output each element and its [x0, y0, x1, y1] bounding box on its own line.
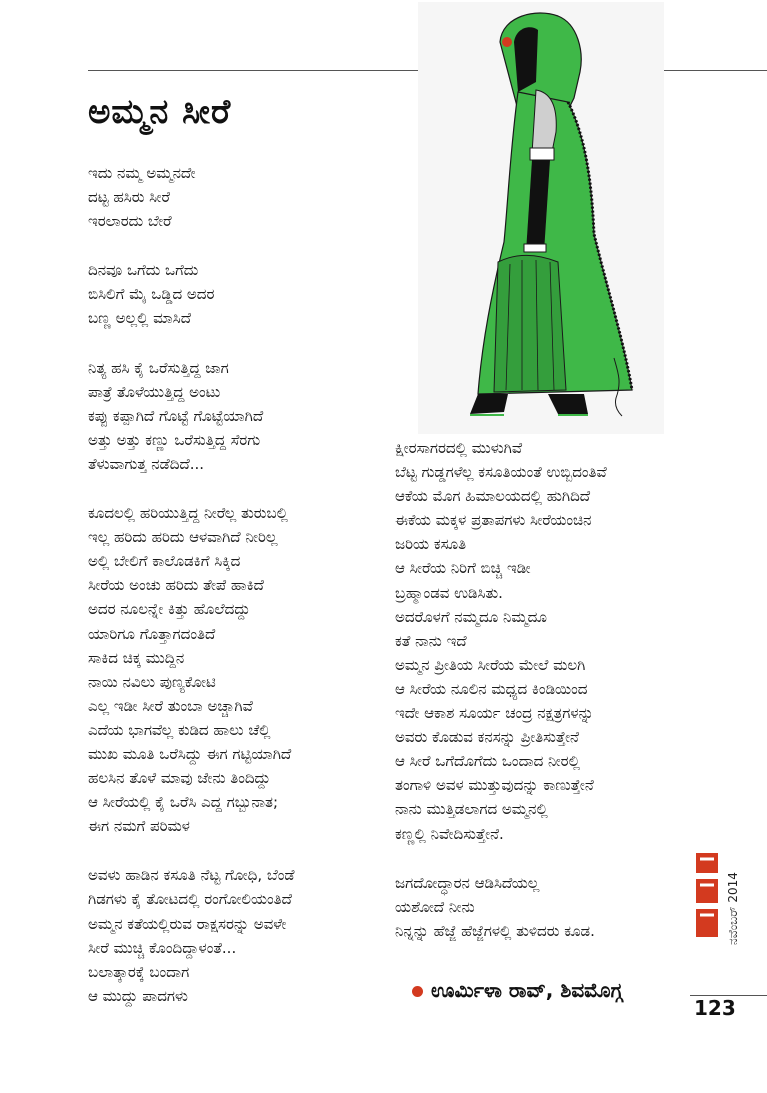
poem-line: ಅತ್ತು ಅತ್ತು ಕಣ್ಣು ಒರೆಸುತ್ತಿದ್ದ ಸೆರಗು	[88, 430, 261, 449]
poem-stanza	[88, 863, 388, 1008]
poem-title: ಅಮ್ಮನ ಸೀರೆ	[88, 92, 232, 132]
poem-line: ಕ್ಷೀರಸಾಗರದಲ್ಲಿ ಮುಳುಗಿವೆ	[395, 439, 523, 457]
poem-line: ನಾನು ಮುತ್ತಿಡಲಾಗದ ಅಮ್ಮನಲ್ಲಿ	[395, 800, 548, 819]
poem-stanza	[88, 501, 388, 838]
poem-line: ಅಮ್ಮನ ಕತೆಯಲ್ಲಿರುವ ರಾಕ್ಷಸರನ್ನು ಅವಳೇ	[88, 914, 287, 933]
poem-line: ಕಪ್ಪು ಕಪ್ಪಾಗಿದೆ ಗೊಟ್ಟೆ ಗೊಟ್ಟೆಯಾಗಿದೆ	[88, 406, 264, 425]
poem-line: ನಿನ್ನನ್ನು ಹೆಜ್ಜೆ ಹೆಜ್ಜೆಗಳಲ್ಲಿ ತುಳಿದರು ಕೂಡ.	[395, 921, 595, 940]
poem-line: ಗಿಡಗಳು ಕೈ ತೋಟದಲ್ಲಿ ರಂಗೋಲಿಯಂತಿದೆ	[88, 890, 292, 909]
poem-line: ನಾಯಿ ನವಿಲು ಪುಣ್ಯಕೋಟಿ	[88, 672, 216, 691]
header-rule-right	[664, 70, 767, 71]
poem-right-column	[395, 436, 695, 968]
poem-line: ಅದರೊಳಗೆ ನಮ್ಮದೂ ನಿಮ್ಮದೂ	[395, 607, 547, 626]
poem-line: ಜರಿಯ ಕಸೂತಿ	[395, 535, 467, 554]
poem-line: ಸಾಕಿದ ಚಿಕ್ಕ ಮುದ್ದಿನ	[88, 648, 185, 667]
poem-line: ಬಲಾತ್ಕಾರಕ್ಕೆ ಬಂದಾಗ	[88, 962, 190, 981]
poem-stanza	[88, 356, 388, 476]
poem-line: ತಂಗಾಳಿ ಅವಳ ಮುತ್ತುವುದನ್ನು ಕಾಣುತ್ತೇನೆ	[395, 776, 594, 795]
poem-line: ಈಕೆಯ ಮಕ್ಕಳ ಪ್ರತಾಪಗಳು ಸೀರೆಯಂಚಿನ	[395, 511, 592, 530]
page-number: 123	[694, 996, 736, 1020]
poem-line: ಸೀರೆ ಮುಚ್ಚಿ ಕೊಂದಿದ್ದಾಳಂತೆ...	[88, 938, 237, 957]
poem-line: ಕಣ್ಣಲ್ಲಿ ನಿವೇದಿಸುತ್ತೇನೆ.	[395, 824, 504, 843]
poem-line: ಇಲ್ಲ ಹರಿದು ಹರಿದು ಆಳವಾಗಿದೆ ನೀರಿಲ್ಲ	[88, 528, 278, 547]
poem-line: ಇದು ನಮ್ಮ ಅಮ್ಮನದೇ	[88, 164, 196, 182]
poem-left-column	[88, 161, 388, 1033]
poem-line: ಅವರು ಕೊಡುವ ಕನಸನ್ನು ಪ್ರೀತಿಸುತ್ತೇನೆ	[395, 728, 579, 747]
poem-line: ಯಶೋದೆ ನೀನು	[395, 897, 475, 916]
poem-line: ಆಕೆಯ ಮೊಗ ಹಿಮಾಲಯದಲ್ಲಿ ಹುಗಿದಿದೆ	[395, 487, 591, 506]
header-rule	[88, 70, 418, 71]
poem-line: ದಟ್ಟ ಹಸಿರು ಸೀರೆ	[88, 188, 170, 207]
poem-line: ಅದರ ನೂಲನ್ನೇ ಕಿತ್ತು ಹೊಲೆದದ್ದು	[88, 600, 251, 619]
poem-stanza	[395, 436, 695, 846]
poem-line: ಹಲಸಿನ ತೊಳೆ ಮಾವು ಜೇನು ತಿಂದಿದ್ದು	[88, 769, 271, 788]
poem-line: ಎಲ್ಲ ಇಡೀ ಸೀರೆ ತುಂಬಾ ಅಚ್ಚಾಗಿವೆ	[88, 696, 253, 715]
poem-line: ಕತೆ ನಾನು ಇದೆ	[395, 631, 467, 650]
bullet-dot-icon	[412, 986, 423, 997]
poem-line: ಸೀರೆಯ ಅಂಚು ಹರಿದು ತೇಪೆ ಹಾಕಿದೆ	[88, 576, 264, 595]
poem-line: ಆ ಸೀರೆಯ ನಿರಿಗೆ ಬಿಚ್ಚಿ ಇಡೀ	[395, 559, 531, 578]
poem-line: ಆ ಸೀರೆಯಲ್ಲಿ ಕೈ ಒರೆಸಿ ಎದ್ದ ಗಬ್ಬುನಾತ;	[88, 793, 279, 812]
magazine-logo	[690, 845, 724, 945]
poem-line: ದಿನವೂ ಒಗೆದು ಒಗೆದು	[88, 261, 199, 280]
poem-line: ಜಗದೋದ್ಧಾರನ ಆಡಿಸಿದೆಯಲ್ಲ	[395, 873, 540, 892]
poem-line: ತೆಳುವಾಗುತ್ತ ನಡೆದಿದೆ...	[88, 454, 205, 473]
poem-line: ಎದೆಯ ಭಾಗವೆಲ್ಲ ಕುಡಿದ ಹಾಲು ಚೆಲ್ಲಿ	[88, 720, 271, 739]
poem-line: ಬೆಟ್ಟ ಗುಡ್ಡಗಳೆಲ್ಲ ಕಸೂತಿಯಂತೆ ಉಬ್ಬಿದಂತಿವೆ	[395, 463, 607, 482]
poem-stanza	[88, 161, 388, 233]
poem-stanza	[88, 258, 388, 330]
author-name: ಊರ್ಮಿಳಾ ರಾವ್, ಶಿವಮೊಗ್ಗ	[431, 978, 623, 1002]
issue-date: ನವೆಂಬರ್ 2014	[726, 872, 740, 945]
poem-line: ಬಿಸಿಲಿಗೆ ಮೈ ಒಡ್ಡಿದ ಅದರ	[88, 285, 215, 304]
magazine-marker	[690, 795, 740, 945]
poem-line: ಈಗ ನಮಗೆ ಪರಿಮಳ	[88, 817, 190, 836]
poem-line: ಬ್ರಹ್ಮಾಂಡವ ಉಡಿಸಿತು.	[395, 583, 503, 602]
poem-line: ಯಾರಿಗೂ ಗೊತ್ತಾಗದಂತಿದೆ	[88, 624, 216, 643]
poem-line: ಬಣ್ಣ ಅಲ್ಲಲ್ಲಿ ಮಾಸಿದೆ	[88, 309, 191, 328]
poem-line: ಇರಲಾರದು ಬೇರೆ	[88, 212, 172, 231]
author-credit	[412, 978, 623, 1002]
poem-line: ಅಲ್ಲಿ ಬೇಲಿಗೆ ಕಾಲೊಡಕಿಗೆ ಸಿಕ್ಕಿದ	[88, 552, 241, 571]
poem-line: ನಿತ್ಯ ಹಸಿ ಕೈ ಒರೆಸುತ್ತಿದ್ದ ಜಾಗ	[88, 358, 229, 377]
poem-line: ಆ ಸೀರೆಯ ನೂಲಿನ ಮಧ್ಯದ ಕಿಂಡಿಯಿಂದ	[395, 679, 588, 698]
poem-line: ಮುಖ ಮೂತಿ ಒರೆಸಿದ್ದು ಈಗ ಗಟ್ಟಿಯಾಗಿದೆ	[88, 744, 292, 763]
poem-line: ಆ ಸೀರೆ ಒಗೆದೊಗೆದು ಒಂದಾದ ನೀರಲ್ಲಿ	[395, 752, 580, 771]
poem-line: ಅಮ್ಮನ ಪ್ರೀತಿಯ ಸೀರೆಯ ಮೇಲೆ ಮಲಗಿ	[395, 655, 586, 674]
woman-in-green-saree-illustration	[418, 2, 664, 434]
poem-line: ಅವಳು ಹಾಡಿನ ಕಸೂತಿ ನೆಟ್ಟ ಗೋಧಿ, ಬೆಂಡೆ	[88, 866, 295, 885]
poem-stanza	[395, 871, 695, 943]
poem-line: ಇದೇ ಆಕಾಶ ಸೂರ್ಯ ಚಂದ್ರ ನಕ್ಷತ್ರಗಳನ್ನು	[395, 704, 594, 723]
poem-line: ಕೂದಲಲ್ಲಿ ಹರಿಯುತ್ತಿದ್ದ ನೀರೆಲ್ಲ ತುರುಬಲ್ಲಿ	[88, 504, 288, 523]
poem-line: ಆ ಮುದ್ದು ಪಾದಗಳು	[88, 986, 188, 1005]
poem-line: ಪಾತ್ರೆ ತೊಳೆಯುತ್ತಿದ್ದ ಅಂಟು	[88, 382, 221, 401]
